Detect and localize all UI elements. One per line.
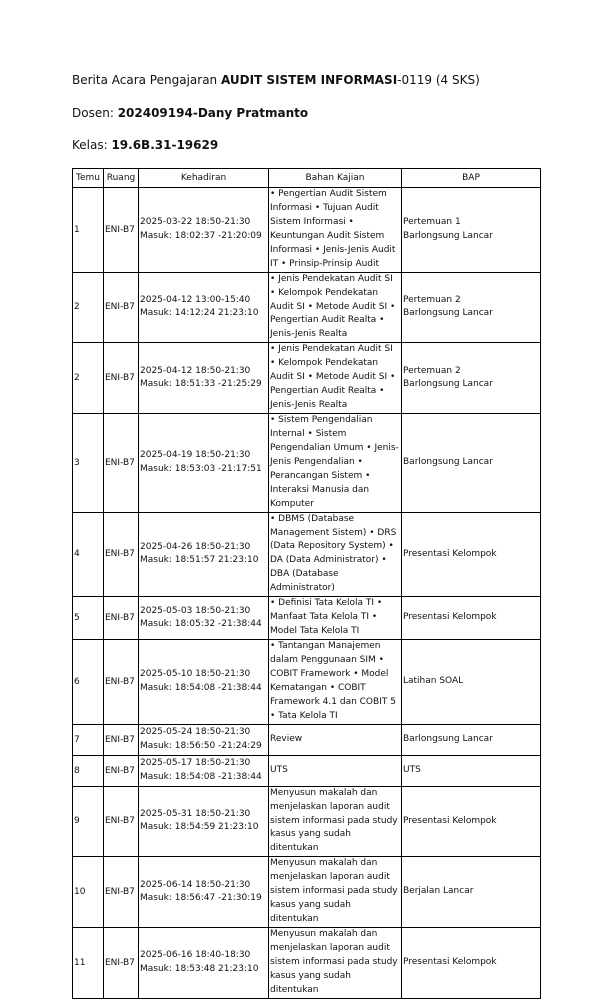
column-header-ruang: Ruang [104,169,139,188]
cell-bap [402,188,541,273]
cell-bahan-kajian: UTS [269,755,402,786]
dosen-value: 202409194-Dany Pratmanto [117,106,309,120]
dosen-label: Dosen: [72,106,118,120]
cell-bap [402,272,541,343]
kehadiran-jadwal: 2025-04-19 18:50-21:30 [140,450,251,461]
title-prefix: Berita Acara Pengajaran [72,73,221,87]
cell-kehadiran [139,857,269,928]
cell-temu: 11 [73,928,104,999]
cell-temu: 2 [73,272,104,343]
bap-line: Barlongsung Lancar [403,733,493,744]
cell-temu: 5 [73,597,104,640]
kehadiran-masuk: Masuk: 18:02:37 -21:20:09 [140,230,262,241]
cell-bap [402,597,541,640]
cell-bap [402,640,541,725]
bap-line: Presentasi Kelompok [403,612,497,623]
cell-temu: 8 [73,755,104,786]
table-row [73,724,541,755]
cell-temu: 7 [73,724,104,755]
cell-ruang: ENI-B7 [104,414,139,513]
kehadiran-masuk: Masuk: 18:51:33 -21:25:29 [140,379,262,390]
cell-kehadiran [139,597,269,640]
cell-kehadiran [139,724,269,755]
kehadiran-jadwal: 2025-05-10 18:50-21:30 [140,669,251,680]
kehadiran-jadwal: 2025-04-12 13:00-15:40 [140,294,251,305]
kehadiran-jadwal: 2025-05-24 18:50-21:30 [140,727,251,738]
kehadiran-masuk: Masuk: 18:53:48 21:23:10 [140,963,259,974]
cell-bap [402,857,541,928]
cell-kehadiran [139,343,269,414]
cell-bahan-kajian: • Tantangan Manajemen dalam Penggunaan SIM • COBIT Framework • Model Kematangan • COBIT Framework 4.1 dan COBIT 5 • Tata Kelola TI [269,640,402,725]
column-header-kehadiran: Kehadiran [139,169,269,188]
table-row [73,188,541,273]
table-body [73,188,541,999]
cell-temu: 4 [73,512,104,597]
column-header-bap: BAP [402,169,541,188]
cell-kehadiran [139,512,269,597]
kehadiran-jadwal: 2025-05-31 18:50-21:30 [140,808,251,819]
table-row [73,786,541,857]
cell-ruang: ENI-B7 [104,597,139,640]
bap-line: Pertemuan 1 [403,217,461,228]
kehadiran-jadwal: 2025-04-12 18:50-21:30 [140,365,251,376]
kehadiran-masuk: Masuk: 18:56:47 -21:30:19 [140,893,262,904]
cell-temu: 9 [73,786,104,857]
kehadiran-masuk: Masuk: 14:12:24 21:23:10 [140,308,259,319]
cell-bahan-kajian: • Definisi Tata Kelola TI • Manfaat Tata Kelola TI • Model Tata Kelola TI [269,597,402,640]
cell-bahan-kajian: Menyusun makalah dan menjelaskan laporan audit sistem informasi pada study kasus yang sudah ditentukan [269,928,402,999]
cell-bahan-kajian: • Jenis Pendekatan Audit SI • Kelompok Pendekatan Audit SI • Metode Audit SI • Pengertian Audit Realta • Jenis-Jenis Realta [269,272,402,343]
attendance-table [72,168,541,999]
course-name: AUDIT SISTEM INFORMASI [220,73,398,87]
table-row [73,343,541,414]
cell-bap [402,414,541,513]
cell-bahan-kajian: • Sistem Pengendalian Internal • Sistem Pengendalian Umum • Jenis-Jenis Pengendalian • Perancangan Sistem • Interaksi Manusia dan Komputer [269,414,402,513]
table-row [73,928,541,999]
cell-kehadiran [139,755,269,786]
cell-temu: 1 [73,188,104,273]
table-row [73,414,541,513]
bap-line: Barlongsung Lancar [403,308,493,319]
kehadiran-masuk: Masuk: 18:56:50 -21:24:29 [140,740,262,751]
kehadiran-jadwal: 2025-06-16 18:40-18:30 [140,950,251,961]
kehadiran-masuk: Masuk: 18:54:08 -21:38:44 [140,682,262,693]
kehadiran-jadwal: 2025-06-14 18:50-21:30 [140,879,251,890]
column-header-temu: Temu [73,169,104,188]
cell-bahan-kajian: Menyusun makalah dan menjelaskan laporan audit sistem informasi pada study kasus yang sudah ditentukan [269,786,402,857]
table-row [73,857,541,928]
cell-temu: 2 [73,343,104,414]
cell-bahan-kajian: • Pengertian Audit Sistem Informasi • Tujuan Audit Sistem Informasi • Keuntungan Audit Sistem Informasi • Jenis-Jenis Audit IT • Prinsip-Prinsip Audit [269,188,402,273]
cell-kehadiran [139,928,269,999]
cell-kehadiran [139,272,269,343]
cell-bahan-kajian: Menyusun makalah dan menjelaskan laporan audit sistem informasi pada study kasus yang sudah ditentukan [269,857,402,928]
cell-kehadiran [139,640,269,725]
cell-bahan-kajian: • DBMS (Database Management Sistem) • DRS (Data Repository System) • DA (Data Administrator) • DBA (Database Administrator) [269,512,402,597]
cell-ruang: ENI-B7 [104,640,139,725]
kehadiran-jadwal: 2025-05-03 18:50-21:30 [140,605,251,616]
kehadiran-masuk: Masuk: 18:05:32 -21:38:44 [140,619,262,630]
cell-temu: 10 [73,857,104,928]
table-header-row [73,169,541,188]
bap-line: Barlongsung Lancar [403,457,493,468]
bap-line: Barlongsung Lancar [403,230,493,241]
cell-bahan-kajian: Review [269,724,402,755]
cell-ruang: ENI-B7 [104,786,139,857]
cell-temu: 6 [73,640,104,725]
kehadiran-masuk: Masuk: 18:53:03 -21:17:51 [140,463,262,474]
kehadiran-masuk: Masuk: 18:51:57 21:23:10 [140,555,259,566]
kehadiran-masuk: Masuk: 18:54:08 -21:38:44 [140,771,262,782]
cell-ruang: ENI-B7 [104,343,139,414]
cell-ruang: ENI-B7 [104,188,139,273]
table-row [73,512,541,597]
table-row [73,272,541,343]
cell-temu: 3 [73,414,104,513]
kehadiran-jadwal: 2025-03-22 18:50-21:30 [140,217,251,228]
cell-bahan-kajian: • Jenis Pendekatan Audit SI • Kelompok Pendekatan Audit SI • Metode Audit SI • Pengertian Audit Realta • Jenis-Jenis Realta [269,343,402,414]
kehadiran-masuk: Masuk: 18:54:59 21:23:10 [140,822,259,833]
cell-bap [402,755,541,786]
cell-ruang: ENI-B7 [104,755,139,786]
bap-line: UTS [403,764,421,775]
document-title [72,73,480,87]
cell-kehadiran [139,188,269,273]
cell-kehadiran [139,414,269,513]
bap-line: Latihan SOAL [403,676,464,687]
cell-bap [402,928,541,999]
bap-line: Pertemuan 2 [403,294,461,305]
kelas-value: 19.6B.31-19629 [111,138,219,152]
bap-line: Presentasi Kelompok [403,548,497,559]
cell-bap [402,512,541,597]
bap-line: Pertemuan 2 [403,365,461,376]
table-row [73,640,541,725]
bap-line: Berjalan Lancar [403,886,474,897]
bap-line: Presentasi Kelompok [403,957,497,968]
column-header-bahan-kajian: Bahan Kajian [269,169,402,188]
table-row [73,755,541,786]
course-code: -0119 (4 SKS) [397,73,480,87]
cell-ruang: ENI-B7 [104,928,139,999]
cell-kehadiran [139,786,269,857]
cell-bap [402,343,541,414]
cell-bap [402,786,541,857]
table-row [73,597,541,640]
bap-line: Barlongsung Lancar [403,379,493,390]
kehadiran-jadwal: 2025-05-17 18:50-21:30 [140,758,251,769]
cell-ruang: ENI-B7 [104,857,139,928]
kelas-label: Kelas: [72,138,112,152]
cell-ruang: ENI-B7 [104,272,139,343]
kelas-line [72,138,218,152]
bap-line: Presentasi Kelompok [403,815,497,826]
kehadiran-jadwal: 2025-04-26 18:50-21:30 [140,541,251,552]
dosen-line [72,106,308,120]
cell-ruang: ENI-B7 [104,512,139,597]
cell-ruang: ENI-B7 [104,724,139,755]
cell-bap [402,724,541,755]
